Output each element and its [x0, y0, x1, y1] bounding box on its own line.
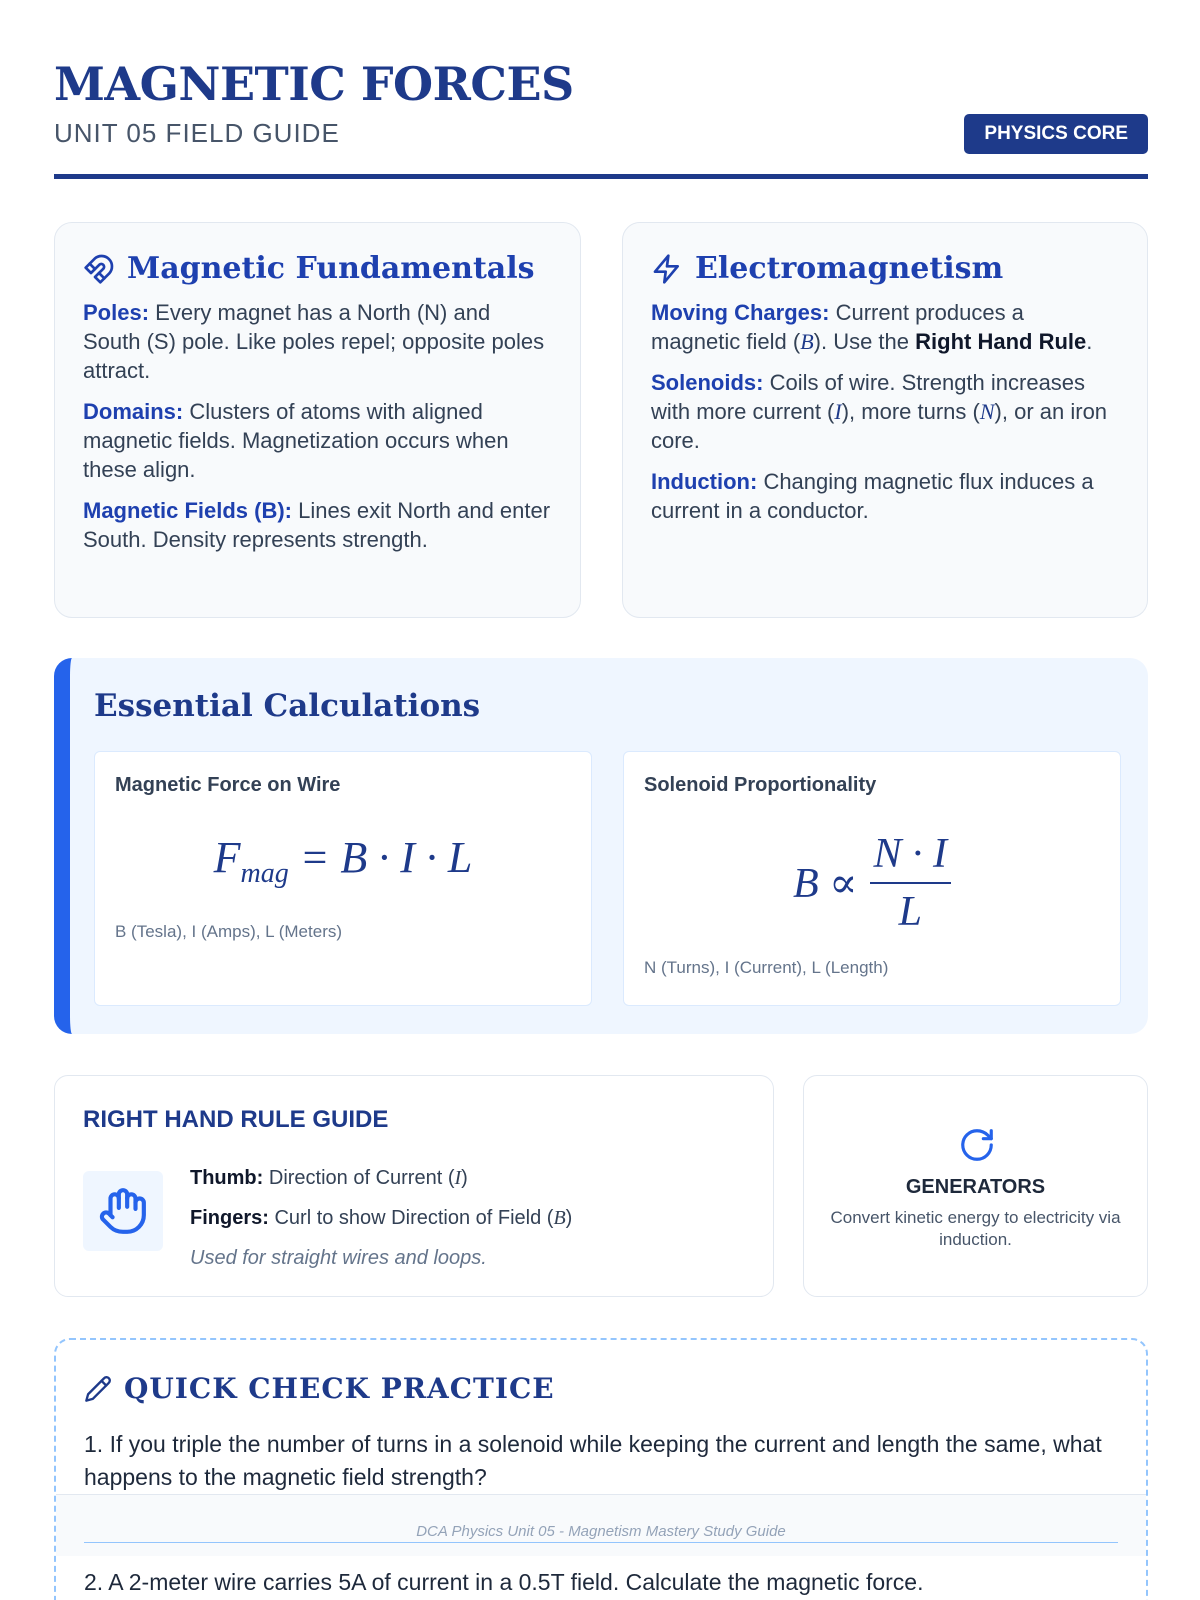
pencil-icon [84, 1375, 112, 1403]
generators-text: Convert kinetic energy to electricity via induction. [830, 1208, 1121, 1249]
domains-label: Domains: [83, 399, 184, 424]
fundamentals-card [54, 222, 581, 618]
generators-card [803, 1075, 1148, 1297]
footer-text: DCA Physics Unit 05 - Magnetism Mastery Study Guide [84, 1523, 1118, 1543]
thumb-close: ) [461, 1167, 468, 1189]
electromagnetism-heading [651, 251, 1119, 286]
solenoids-paragraph [651, 368, 1119, 455]
poles-paragraph [83, 298, 552, 385]
solenoid-equation [624, 830, 1120, 936]
solenoids-label: Solenoids: [651, 370, 764, 395]
question-1: 1. If you triple the number of turns in a solenoid while keeping the current and length the same, what happens to the magnetic field strength? [84, 1431, 1102, 1490]
right-hand-rule-lines [190, 1158, 572, 1278]
force-units-note: B (Tesla), I (Amps), L (Meters) [115, 922, 343, 941]
variable-n: N [979, 399, 995, 424]
thumb-label: Thumb: [190, 1167, 264, 1189]
page-footer [56, 1494, 1146, 1556]
force-on-wire-heading: Magnetic Force on Wire [115, 774, 341, 796]
fraction-denominator: L [898, 889, 922, 935]
right-hand-rule-emphasis: Right Hand Rule [915, 329, 1087, 354]
thumb-text: Direction of Current ( [268, 1167, 455, 1189]
right-hand-rule-title: RIGHT HAND RULE GUIDE [83, 1106, 389, 1133]
fingers-variable: B [553, 1207, 566, 1229]
induction-paragraph [651, 467, 1119, 525]
domains-paragraph [83, 397, 552, 484]
moving-charges-text: Current produces a magnetic field ( [651, 300, 1024, 354]
fundamentals-heading [83, 251, 552, 286]
magnet-icon [83, 253, 115, 285]
practice-heading [84, 1372, 555, 1405]
electromagnetism-card [622, 222, 1148, 618]
lightning-icon [651, 253, 683, 285]
hand-icon [98, 1186, 148, 1236]
hand-icon-container [83, 1171, 163, 1251]
fields-text: Lines exit North and enter South. Density represents strength. [83, 498, 551, 552]
induction-text: Changing magnetic flux induces a current in a conductor. [651, 469, 1094, 523]
moving-charges-paragraph [651, 298, 1119, 356]
moving-charges-label: Moving Charges: [651, 300, 830, 325]
practice-section [54, 1338, 1148, 1600]
moving-charges-end: . [1086, 329, 1093, 354]
practice-title: QUICK CHECK PRACTICE [124, 1372, 555, 1405]
calculations-panel [54, 658, 1148, 1034]
solenoids-text: Coils of wire. Strength increases with more current ( [651, 370, 1086, 424]
force-on-wire-box [94, 751, 592, 1006]
fingers-text: Curl to show Direction of Field ( [274, 1207, 554, 1229]
question-2: 2. A 2-meter wire carries 5A of current in a 0.5T field. Calculate the magnetic force. [84, 1569, 924, 1595]
variable-i: I [834, 399, 842, 424]
force-equation-lhs: F [213, 833, 241, 882]
page-subtitle: UNIT 05 FIELD GUIDE [54, 118, 340, 148]
page-header [54, 58, 1148, 148]
force-equation-rhs: = B · I · L [299, 833, 473, 882]
solenoid-equation-lhs: B ∝ [792, 861, 858, 907]
category-badge: PHYSICS CORE [964, 114, 1148, 154]
poles-text: Every magnet has a North (N) and South (S) pole. Like poles repel; opposite poles attract. [83, 300, 545, 383]
solenoid-box [623, 751, 1121, 1006]
electromagnetism-title: Electromagnetism [695, 251, 1004, 286]
fields-paragraph [83, 496, 552, 554]
generators-title: GENERATORS [905, 1176, 1046, 1198]
fingers-line [190, 1198, 572, 1238]
thumb-line [190, 1158, 572, 1198]
right-hand-rule-card [54, 1075, 774, 1297]
solenoid-units-note: N (Turns), I (Current), L (Length) [644, 958, 889, 977]
domains-text: Clusters of atoms with aligned magnetic fields. Magnetization occurs when these align. [83, 399, 509, 482]
moving-charges-text-2: ). Use the [813, 329, 910, 354]
force-equation [95, 832, 591, 890]
solenoids-text-3: ), or an iron core. [651, 399, 1108, 453]
variable-b: B [800, 329, 814, 354]
solenoids-text-2: ), more turns ( [841, 399, 980, 424]
page-title: MAGNETIC FORCES [54, 57, 574, 111]
solenoid-heading: Solenoid Proportionality [644, 774, 877, 796]
right-hand-rule-note: Used for straight wires and loops. [190, 1247, 487, 1269]
fraction-numerator: N · I [870, 830, 952, 884]
refresh-icon [958, 1126, 996, 1164]
header-divider [54, 174, 1148, 179]
fingers-close: ) [565, 1207, 573, 1229]
poles-label: Poles: [83, 300, 150, 325]
calculations-title: Essential Calculations [94, 688, 481, 724]
fingers-label: Fingers: [190, 1207, 269, 1229]
solenoid-fraction [870, 830, 952, 936]
fundamentals-title: Magnetic Fundamentals [127, 251, 535, 286]
thumb-variable: I [454, 1167, 462, 1189]
force-equation-subscript: mag [240, 857, 289, 889]
induction-label: Induction: [651, 469, 758, 494]
fields-label: Magnetic Fields (B): [83, 498, 293, 523]
